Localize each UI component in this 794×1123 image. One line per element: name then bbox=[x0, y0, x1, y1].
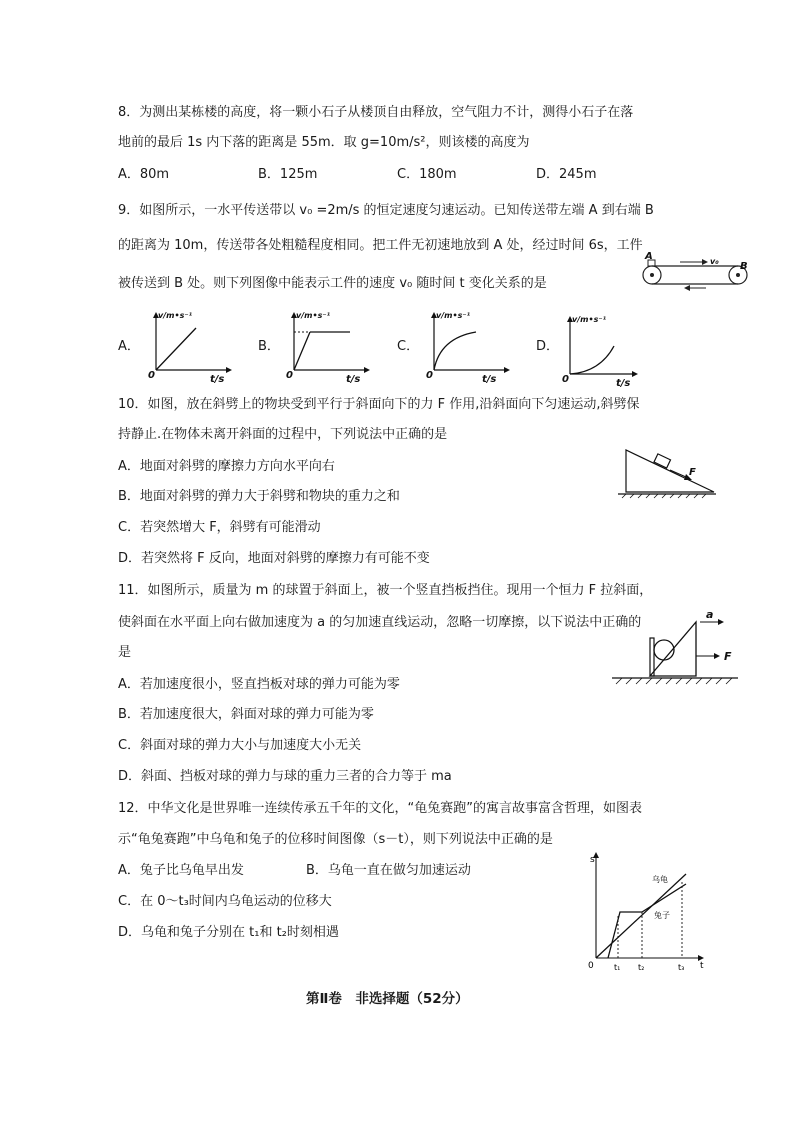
graph-b-ylabel: v/m•s⁻¹ bbox=[296, 311, 331, 320]
q8-stem-line1: 8．为测出某栋楼的高度，将一颗小石子从楼顶自由释放，空气阻力不计，测得小石子在落 bbox=[118, 105, 634, 120]
graph-a-ylabel: v/m•s⁻¹ bbox=[158, 311, 193, 320]
q11-option-a: A．若加速度很小，竖直挡板对球的弹力可能为零 bbox=[118, 677, 400, 692]
q9-stem-line3: 被传送到 B 处。则下列图像中能表示工件的速度 v₀ 随时间 t 变化关系的是 bbox=[118, 276, 547, 291]
q10-option-a: A．地面对斜劈的摩擦力方向水平向右 bbox=[118, 459, 335, 474]
st-graph-t2: t₂ bbox=[638, 963, 645, 972]
q11-option-b: B．若加速度很大，斜面对球的弹力可能为零 bbox=[118, 707, 374, 722]
q12-stem-line1: 12．中华文化是世界唯一连续传承五千年的文化，“龟兔赛跑”的寓言故事富含哲理，如图表 bbox=[118, 801, 643, 816]
graph-d-origin: 0 bbox=[562, 374, 569, 385]
ball-incline-figure bbox=[612, 608, 742, 688]
st-graph-s-label: s bbox=[590, 855, 595, 865]
st-graph-origin: 0 bbox=[588, 961, 594, 971]
incline-label-f: F bbox=[724, 650, 732, 663]
graph-a-origin: 0 bbox=[148, 370, 155, 381]
q10-option-c: C．若突然增大 F，斜劈有可能滑动 bbox=[118, 520, 321, 535]
q8-option-d: D．245m bbox=[536, 167, 597, 182]
q12-option-d: D．乌龟和兔子分别在 t₁和 t₂时刻相遇 bbox=[118, 925, 339, 940]
q9-graph-b bbox=[284, 311, 374, 385]
st-graph-t3: t₃ bbox=[678, 963, 685, 972]
section-title: 第Ⅱ卷 非选择题（52分） bbox=[306, 991, 469, 1007]
q12-st-graph bbox=[586, 852, 716, 972]
wedge-block-figure bbox=[618, 448, 718, 498]
incline-label-a: a bbox=[706, 608, 714, 621]
q8-option-b: B．125m bbox=[258, 167, 318, 182]
belt-label-v0: v₀ bbox=[710, 257, 719, 266]
q10-stem-line2: 持静止.在物体未离开斜面的过程中，下列说法中正确的是 bbox=[118, 427, 448, 442]
st-graph-t-label: t bbox=[700, 961, 704, 971]
graph-d-ylabel: v/m•s⁻¹ bbox=[572, 315, 607, 324]
q9-option-d: D． bbox=[536, 339, 560, 354]
wedge-label-f: F bbox=[689, 467, 696, 478]
q12-option-a: A．兔子比乌龟早出发 bbox=[118, 863, 244, 878]
q10-option-b: B．地面对斜劈的弹力大于斜劈和物块的重力之和 bbox=[118, 489, 400, 504]
graph-c-xlabel: t/s bbox=[482, 374, 497, 385]
st-graph-tortoise-label: 乌龟 bbox=[652, 875, 668, 884]
q8-option-c: C．180m bbox=[397, 167, 457, 182]
q11-stem-line2: 使斜面在水平面上向右做加速度为 a 的匀加速直线运动，忽略一切摩擦，以下说法中正确的 bbox=[118, 615, 642, 630]
graph-b-origin: 0 bbox=[286, 370, 293, 381]
graph-a-xlabel: t/s bbox=[210, 374, 225, 385]
st-graph-t1: t₁ bbox=[614, 963, 621, 972]
q9-stem-line2: 的距离为 10m，传送带各处粗糙程度相同。把工件无初速地放到 A 处，经过时间 6s，工件 bbox=[118, 238, 643, 253]
graph-b-xlabel: t/s bbox=[346, 374, 361, 385]
belt-label-b: B bbox=[740, 261, 748, 272]
graph-d-xlabel: t/s bbox=[616, 378, 631, 389]
q12-option-b: B．乌龟一直在做匀加速运动 bbox=[306, 863, 471, 878]
q10-stem-line1: 10．如图，放在斜劈上的物块受到平行于斜面向下的力 F 作用,沿斜面向下匀速运动,斜劈保 bbox=[118, 397, 640, 412]
q8-stem-line2: 地前的最后 1s 内下落的距离是 55m．取 g=10m/s²，则该楼的高度为 bbox=[118, 135, 530, 150]
q8-option-a: A．80m bbox=[118, 167, 170, 182]
conveyor-belt-figure bbox=[640, 251, 752, 295]
q9-graph-a bbox=[146, 311, 236, 385]
q12-stem-line2: 示“龟兔赛跑”中乌龟和兔子的位移时间图像（s－t），则下列说法中正确的是 bbox=[118, 832, 553, 847]
q12-option-c: C．在 0～t₃时间内乌龟运动的位移大 bbox=[118, 894, 332, 909]
q9-graph-d bbox=[560, 315, 650, 389]
q11-option-c: C．斜面对球的弹力大小与加速度大小无关 bbox=[118, 738, 362, 753]
q9-option-c: C． bbox=[397, 339, 420, 354]
graph-c-origin: 0 bbox=[426, 370, 433, 381]
st-graph-rabbit-label: 兔子 bbox=[654, 911, 670, 920]
q9-stem-line1: 9．如图所示，一水平传送带以 v₀ =2m/s 的恒定速度匀速运动。已知传送带左端 A 到右端 B bbox=[118, 203, 654, 218]
q10-option-d: D．若突然将 F 反向，地面对斜劈的摩擦力有可能不变 bbox=[118, 551, 430, 566]
q11-option-d: D．斜面、挡板对球的弹力与球的重力三者的合力等于 ma bbox=[118, 769, 452, 784]
q9-option-b: B． bbox=[258, 339, 280, 354]
q9-graph-c bbox=[424, 311, 514, 385]
q11-stem-line1: 11．如图所示，质量为 m 的球置于斜面上，被一个竖直挡板挡住。现用一个恒力 F 拉斜面， bbox=[118, 583, 653, 598]
belt-label-a: A bbox=[645, 251, 653, 262]
q11-stem-line3: 是 bbox=[118, 645, 132, 660]
graph-c-ylabel: v/m•s⁻¹ bbox=[436, 311, 471, 320]
q9-option-a: A． bbox=[118, 339, 140, 354]
